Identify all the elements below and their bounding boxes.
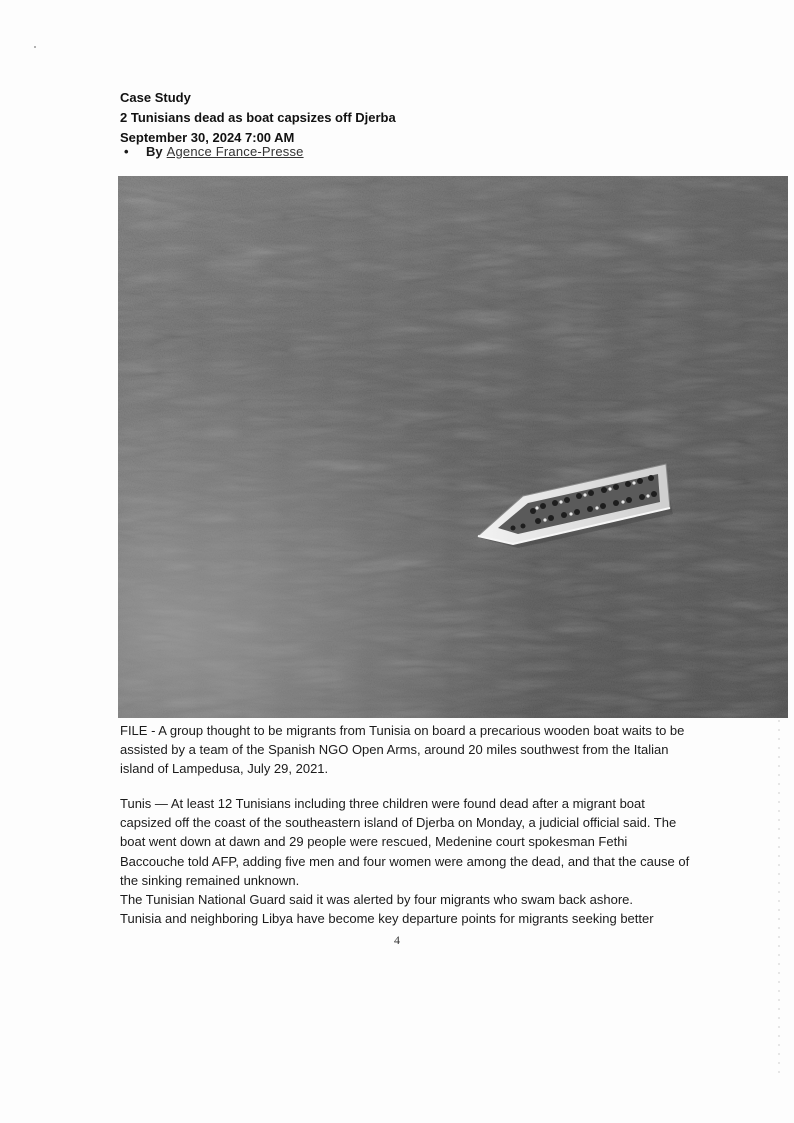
byline [124, 143, 304, 161]
article-paragraph: Tunisia and neighboring Libya have become key departure points for migrants seeking better [120, 911, 654, 927]
section-label: Case Study [120, 90, 191, 105]
article-body [120, 794, 694, 928]
article-photo [118, 176, 788, 718]
bullet-icon: • [124, 144, 129, 159]
headline: 2 Tunisians dead as boat capsizes off Djerba [120, 110, 396, 125]
article-paragraph: The Tunisian National Guard said it was alerted by four migrants who swam back ashore. [120, 892, 634, 908]
scan-edge-noise [778, 720, 780, 1080]
article-paragraph: Tunis — At least 12 Tunisians including three children were found dead after a migrant boat capsized off the coast of the southeastern island of Djerba on Monday, a judicial official said. The boat went down at dawn and 29 people were rescued, Medenine court spokesman Fethi Baccouche told AFP, adding five men and four women were among the dead, and that the cause of the sinking remained unknown. [120, 796, 690, 888]
article-header [120, 88, 396, 148]
scan-speck [34, 46, 36, 48]
sea-swell [118, 176, 788, 718]
byline-source-link[interactable]: Agence France-Presse [166, 144, 304, 159]
page-number: 4 [394, 933, 400, 947]
byline-prefix: By [146, 144, 163, 159]
photo-caption: FILE - A group thought to be migrants from Tunisia on board a precarious wooden boat waits to be assisted by a team of the Spanish NGO Open Arms, around 20 miles southwest from the Italian island of Lampedusa, July 29, 2021. [120, 723, 685, 777]
dateline: September 30, 2024 7:00 AM [120, 130, 295, 145]
